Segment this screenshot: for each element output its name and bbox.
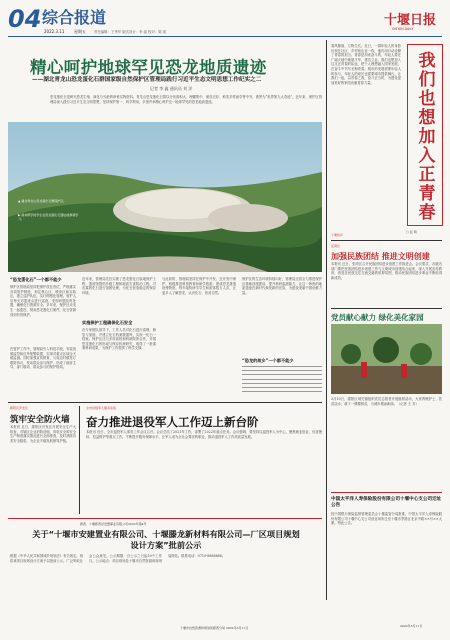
newspaper-logo: 十堰日报 [384,13,437,28]
news1-kicker: 张湾区 [331,244,341,248]
notice1-footer: 十堰市自然资源和规划局郧西分局 2022年3月11日 [180,626,249,630]
news-divider-vertical [79,406,80,514]
notice1-body: 根据《中华人民共和国城乡规划法》有关规定，现将该项目规划设计方案予以批前公示，广泛听取社会公众意见。公示期限：自公示之日起10个工作日。公示地点：项目现场及十堰市自然资源和规划局网站。联系电话：0719-8888888。 [10,554,226,563]
newspaper-logo-pinyin: SHIYAN DAILY [392,27,414,31]
notice1-kicker: 郧西、十堰郧西县安置事业有限公司2022年第4号 [80,522,147,526]
news2-headline: 党员献心献力 绿化美化家园 [331,313,424,322]
lead-subhead-1: “恐龙蛋化石”一个都不能少 [10,277,62,282]
notice1-top-rule [8,518,322,519]
lead-para-3: 近年来，管理局先后实施了恐龙蛋化石原地保护工程、遗迹馆提档升级工程和地质灾害防治工程，对出露的化石进行加固处理，为化石营造稳定的保存环境。 [82,277,156,295]
commentary-body: 春风拂面，万物生长。近日，一群年轻人的身影出现在社区、乡村和企业一线，他们用行动诠释了青春的担当。青春是用来奋斗的，年轻人要在广阔天地中施展才华、建功立业。我们也想加入这支正青春的队伍，把个人理想融入国家发展，在奋斗中书写无悔青春。城市的发展需要年轻人的参与，年轻人的成长也需要城市提供舞台。让我们一起，以青春之我，奋斗正当时，为建设更加美好的家园贡献青春力量。 [331,44,401,85]
lead-para-2: 在管护工作中，管理局引入科技手段，安装视频监控和红外报警装置，实现对重点区域全天候监测。同时加强宣传教育，与周边村镇签订联防协议，发动群众参与保护，形成了政府主导、部门联动、群众参与的保护格局。 [10,347,76,370]
lead-subhead-3: “恐龙的故乡”一个都不能少 [242,358,294,363]
lead-para-1: 保护区管理局坚持把保护放在首位，严格落实各项管护制度，划定核心区、缓冲区和实验区，建立巡护队伍，实行网格化管理。管护人员每天对遗迹点进行巡查，发现问题及时处置，确保化石资源安全。多年来，保护区未发生一起盗挖、倒卖恐龙蛋化石案件，化石资源得到有效保护。 [10,285,76,317]
news3-headline: 筑牢安全防火墙 [10,415,70,425]
news3-kicker: 郧阳区开发区 [10,406,29,410]
lead-intro: 恐龙蛋化石是研究恐龙生殖、演化与灭绝的珍贵实物资料。青龙山恐龙蛋化石群以分布面积大、埋藏集中、保存完好、种类多样而享誉中外，被誉为“世界第九大奇迹”。近年来，保护区管理局深入践行习近平生态文明思想，坚持保护第一、科学利用，多措并举精心呵护这一地球罕见的恐龙地质遗迹。 [50,95,322,104]
lead-bottom-rule [8,402,322,403]
editor-line: 责任编辑：王秀华 版式设计：李 晶 校对：陈 欢 [94,30,167,34]
notice2-title: 中国太平洋人寿保险股份有限公司十堰中心支公司迁址公告 [331,497,442,508]
news2-photo [331,324,442,394]
right-rule-2 [331,308,442,309]
masthead-rule [8,36,442,37]
news1-headline: 加强民族团结 推进文明创建 [331,252,430,261]
photo-caption-2: ▶ 前来研学的学生在恐龙蛋化石遗址前参观学习。 [18,213,79,222]
lead-photo [8,122,322,272]
lead-para-4: 在专家团队指导下，工作人员对化石进行清理、修复与加固，并建立化石档案数据库，实现一化石一档案。保护区还与多所高校和科研院所合作，开展恐龙蛋化石的形成与保存机理研究，取得了一批重要科研成果，为保护工作提供了科学支撑。 [82,328,156,351]
lead-headline: 精心呵护地球罕见恐龙地质遗迹 [30,58,267,77]
issue-weekday: 星期五 [74,29,86,34]
page-number: 04 [8,5,42,33]
news4-kicker: 全市县级军人服务系统 [86,406,117,410]
museum-landscape-image [8,122,322,272]
lead-para-5: 与此同时，管理局坚持在保护中开发、在开发中保护，积极推进科普教育和研学旅游，建成恐龙蛋遗址博物馆，每年接待研学学生和游客数万人次，让更多人了解恐龙、认识化石、热爱自然。 [162,277,236,295]
notice1-title: 关于“十堰市安建置业有限公司、十堰滕龙新材料有限公司—厂区项目规划设计方案”批前公示 [32,529,300,550]
lead-subheadline: ——湖北青龙山恐龙蛋化石群国家级自然保护区管理局践行习近平生态文明思想工作纪实之二 [32,77,262,83]
lead-subhead-2: 实施保护工程确保化石安全 [82,320,133,325]
news1-body: 本报讯 近日，张湾区召开民族团结进步创建工作推进会。会议要求，各级各部门要把民族团结进步创建工作与文明城市创建结合起来，深入开展宣传教育，营造各民族交往交流交融的浓厚氛围，推动民族团结进步事业不断取得新成效。 [331,262,442,280]
news4-body: 本报讯 近日，全市退役军人事务工作会议召开。会议总结了2021年工作，部署了2022年重点任务。会议强调，要坚持以退役军人为中心，聚焦就业创业、优抚褒扬、权益维护等重点工作，不断提升服务保障水平，让军人成为全社会尊崇的职业，推动退役军人工作高质量发展。 [86,430,322,439]
tree-planting-image [331,324,442,394]
lead-para-6: 保护区的生态环境持续向好，管理局还将全力推进保护区基础设施建设，提升科研监测能力，让这一珍贵的地质遗迹在新时代焕发新的光彩，为建设美丽中国贡献力量。 [242,277,322,295]
section-title: 综合报道 [42,8,107,27]
notice2-top-rule [331,492,442,493]
lead-body-text-lines [242,366,322,395]
news2-body: 3月10日，郧阳区城关镇组织党员志愿者开展植树活动，大家挥锹铲土、扶苗浇水，栽下一棵棵树苗，为城市增添新绿。（记者 王 芳） [331,397,442,406]
right-rule-1 [331,240,442,241]
news4-headline: 奋力推进退役军人工作迈上新台阶 [86,415,259,429]
notice2-body: 经中国银行保险监督管理委员会十堰监管分局批准，中国太平洋人寿保险股份有限公司十堰中心支公司营业场所迁至十堰市茅箭区北京中路××号××大厦。特此公告。 [331,512,442,526]
commentary-title-box [407,44,443,226]
right-column-divider [326,40,327,600]
photo-caption-1: ▲ 湖北青龙山恐龙蛋化石群保护区。 [18,199,67,203]
notice2-footer: 2022年3月11日 [400,624,423,628]
commentary-kicker: 十堰热评 [331,233,344,237]
commentary-title: 我们也想加入正青春 [414,51,435,222]
lead-byline: 记者 李 鑫 通讯员 刘 洋 [150,86,193,91]
issue-date: 2022.3.11 [44,29,65,34]
news3-body: 本报讯 近日，郧阳区开发区开展安全生产大检查，对辖区企业消防设施、用电安全和安全生产制度落实情况进行全面排查，及时消除各类安全隐患，为企业平稳发展保驾护航。 [10,425,76,443]
commentary-author: □ 张 明 [406,230,417,234]
